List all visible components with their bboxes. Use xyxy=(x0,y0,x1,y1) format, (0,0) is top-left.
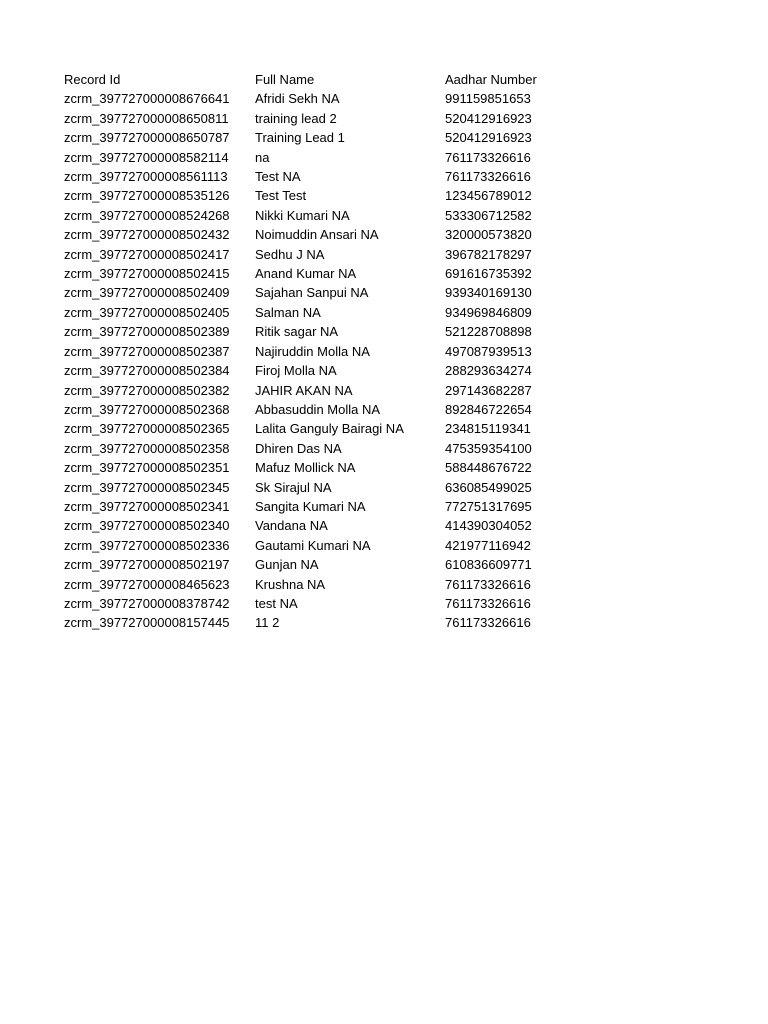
table-row xyxy=(64,594,565,613)
aadhar-number-cell: 761173326616 xyxy=(445,169,531,185)
aadhar-number-cell: 520412916923 xyxy=(445,130,532,146)
table-row xyxy=(64,419,565,438)
aadhar-number-cell: 691616735392 xyxy=(445,266,532,282)
table-row xyxy=(64,167,565,186)
table-row xyxy=(64,89,565,108)
full-name-cell: Sangita Kumari NA xyxy=(255,498,366,514)
table-row xyxy=(64,245,565,264)
record-id-cell: zcrm_397727000008502432 xyxy=(64,227,230,243)
record-id-cell: zcrm_397727000008502365 xyxy=(64,421,230,437)
table-row xyxy=(64,361,565,380)
record-id-cell: zcrm_397727000008502340 xyxy=(64,518,230,534)
full-name-cell: Training Lead 1 xyxy=(255,130,345,146)
record-id-cell: zcrm_397727000008535126 xyxy=(64,188,230,204)
aadhar-number-cell: 520412916923 xyxy=(445,110,532,126)
table-row xyxy=(64,536,565,555)
record-id-cell: zcrm_397727000008650787 xyxy=(64,130,230,146)
aadhar-number-cell: 939340169130 xyxy=(445,285,532,301)
header-aadhar-number: Aadhar Number xyxy=(445,72,537,87)
full-name-cell: Sk Sirajul NA xyxy=(255,479,332,495)
aadhar-number-cell: 892846722654 xyxy=(445,401,532,417)
table-row xyxy=(64,148,565,167)
record-id-cell: zcrm_397727000008676641 xyxy=(64,91,230,107)
record-id-cell: zcrm_397727000008502417 xyxy=(64,246,230,262)
full-name-cell: JAHIR AKAN NA xyxy=(255,382,353,398)
full-name-cell: Afridi Sekh NA xyxy=(255,91,340,107)
record-id-cell: zcrm_397727000008502415 xyxy=(64,266,230,282)
full-name-cell: Lalita Ganguly Bairagi NA xyxy=(255,421,404,437)
table-row xyxy=(64,283,565,302)
full-name-cell: Dhiren Das NA xyxy=(255,440,342,456)
record-id-cell: zcrm_397727000008465623 xyxy=(64,576,230,592)
table-row xyxy=(64,264,565,283)
full-name-cell: Anand Kumar NA xyxy=(255,266,357,282)
record-id-cell: zcrm_397727000008502387 xyxy=(64,343,230,359)
table-row xyxy=(64,303,565,322)
table-row xyxy=(64,613,565,632)
aadhar-number-cell: 636085499025 xyxy=(445,479,532,495)
record-id-cell: zcrm_397727000008502405 xyxy=(64,304,230,320)
full-name-cell: Sajahan Sanpui NA xyxy=(255,285,369,301)
record-id-cell: zcrm_397727000008502389 xyxy=(64,324,230,340)
table-row xyxy=(64,400,565,419)
record-id-cell: zcrm_397727000008502384 xyxy=(64,363,230,379)
full-name-cell: Najiruddin Molla NA xyxy=(255,343,370,359)
table-row xyxy=(64,128,565,147)
record-id-cell: zcrm_397727000008502409 xyxy=(64,285,230,301)
record-id-cell: zcrm_397727000008502358 xyxy=(64,440,230,456)
full-name-cell: Ritik sagar NA xyxy=(255,324,339,340)
record-id-cell: zcrm_397727000008502336 xyxy=(64,537,230,553)
table-row xyxy=(64,322,565,341)
full-name-cell: Abbasuddin Molla NA xyxy=(255,401,381,417)
table-row xyxy=(64,458,565,477)
records-table xyxy=(64,70,565,633)
aadhar-number-cell: 761173326616 xyxy=(445,615,531,631)
full-name-cell: Gautami Kumari NA xyxy=(255,537,371,553)
aadhar-number-cell: 123456789012 xyxy=(445,188,532,204)
full-name-cell: Test NA xyxy=(255,169,301,185)
record-id-cell: zcrm_397727000008561113 xyxy=(64,169,228,185)
record-id-cell: zcrm_397727000008502382 xyxy=(64,382,230,398)
aadhar-number-cell: 761173326616 xyxy=(445,149,531,165)
table-row xyxy=(64,478,565,497)
aadhar-number-cell: 521228708898 xyxy=(445,324,532,340)
table-row xyxy=(64,381,565,400)
record-id-cell: zcrm_397727000008524268 xyxy=(64,207,230,223)
table-row xyxy=(64,206,565,225)
record-id-cell: zcrm_397727000008582114 xyxy=(64,149,229,165)
table-body xyxy=(64,89,565,632)
full-name-cell: Mafuz Mollick NA xyxy=(255,460,356,476)
table-row xyxy=(64,555,565,574)
full-name-cell: Vandana NA xyxy=(255,518,328,534)
table-row xyxy=(64,516,565,535)
aadhar-number-cell: 991159851653 xyxy=(445,91,531,107)
aadhar-number-cell: 421977116942 xyxy=(445,537,531,553)
table-row xyxy=(64,342,565,361)
full-name-cell: Noimuddin Ansari NA xyxy=(255,227,379,243)
full-name-cell: Krushna NA xyxy=(255,576,326,592)
aadhar-number-cell: 396782178297 xyxy=(445,246,532,262)
full-name-cell: Gunjan NA xyxy=(255,557,319,573)
table-header xyxy=(64,70,565,89)
aadhar-number-cell: 588448676722 xyxy=(445,460,532,476)
aadhar-number-cell: 497087939513 xyxy=(445,343,532,359)
aadhar-number-cell: 320000573820 xyxy=(445,227,532,243)
full-name-cell: Sedhu J NA xyxy=(255,246,325,262)
aadhar-number-cell: 297143682287 xyxy=(445,382,532,398)
record-id-cell: zcrm_397727000008502368 xyxy=(64,401,230,417)
header-row xyxy=(64,70,565,89)
full-name-cell: training lead 2 xyxy=(255,110,337,126)
table-row xyxy=(64,575,565,594)
full-name-cell: Salman NA xyxy=(255,304,321,320)
aadhar-number-cell: 761173326616 xyxy=(445,595,531,611)
header-record-id: Record Id xyxy=(64,72,121,87)
record-id-cell: zcrm_397727000008502351 xyxy=(64,460,230,476)
header-full-name: Full Name xyxy=(255,72,315,87)
record-id-cell: zcrm_397727000008650811 xyxy=(64,110,229,126)
aadhar-number-cell: 414390304052 xyxy=(445,518,532,534)
table-row xyxy=(64,497,565,516)
table-row xyxy=(64,109,565,128)
aadhar-number-cell: 761173326616 xyxy=(445,576,531,592)
aadhar-number-cell: 234815119341 xyxy=(445,421,531,437)
table-row xyxy=(64,225,565,244)
record-id-cell: zcrm_397727000008157445 xyxy=(64,615,230,631)
record-id-cell: zcrm_397727000008502341 xyxy=(64,498,230,514)
aadhar-number-cell: 533306712582 xyxy=(445,207,532,223)
record-id-cell: zcrm_397727000008502345 xyxy=(64,479,230,495)
aadhar-number-cell: 934969846809 xyxy=(445,304,532,320)
full-name-cell: 11 2 xyxy=(255,615,280,631)
full-name-cell: na xyxy=(255,149,270,165)
full-name-cell: Nikki Kumari NA xyxy=(255,207,350,223)
aadhar-number-cell: 475359354100 xyxy=(445,440,532,456)
record-id-cell: zcrm_397727000008378742 xyxy=(64,595,230,611)
full-name-cell: Test Test xyxy=(255,188,307,204)
table-row xyxy=(64,186,565,205)
full-name-cell: Firoj Molla NA xyxy=(255,363,337,379)
aadhar-number-cell: 288293634274 xyxy=(445,363,532,379)
aadhar-number-cell: 610836609771 xyxy=(445,557,532,573)
aadhar-number-cell: 772751317695 xyxy=(445,498,532,514)
full-name-cell: test NA xyxy=(255,595,298,611)
record-id-cell: zcrm_397727000008502197 xyxy=(64,557,230,573)
table-row xyxy=(64,439,565,458)
